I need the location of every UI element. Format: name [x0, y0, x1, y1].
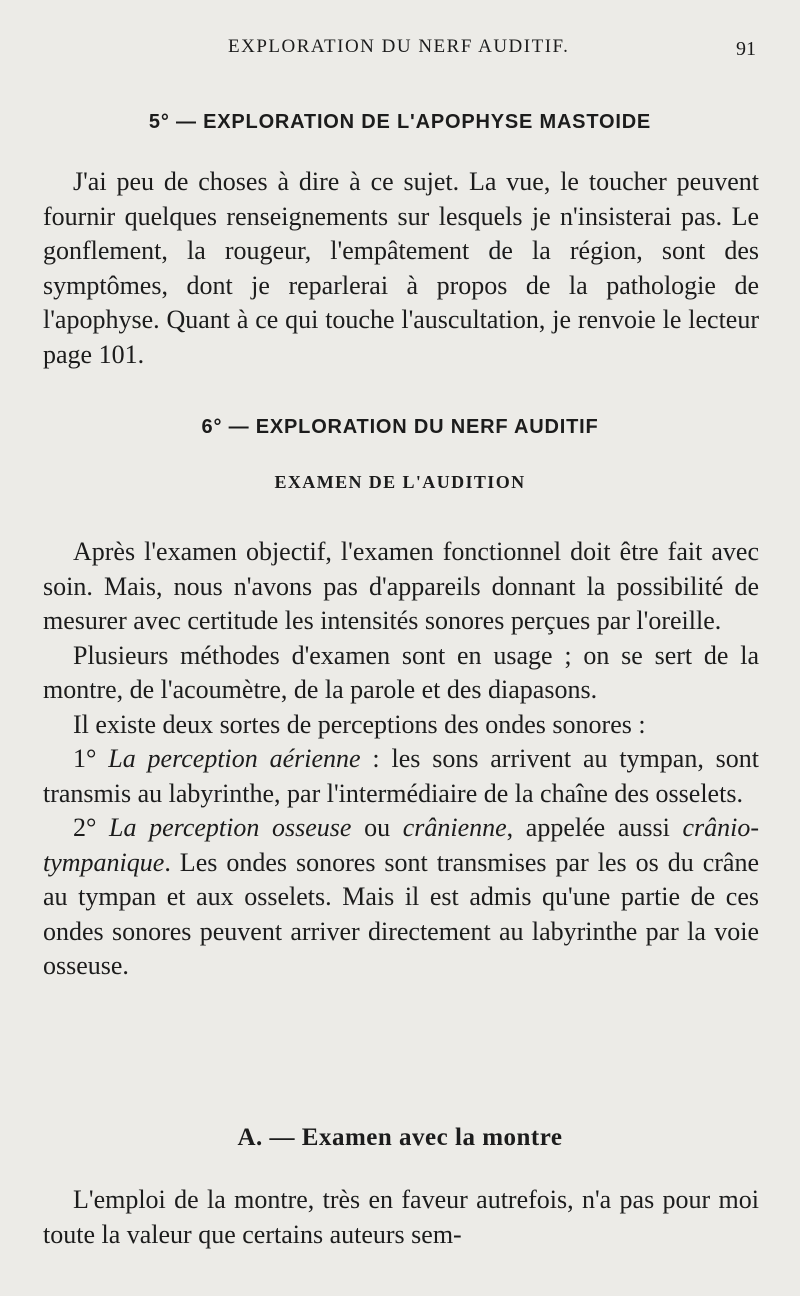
page-number: 91: [736, 38, 756, 60]
paragraph: J'ai peu de choses à dire à ce sujet. La vue, le toucher peuvent fournir quelques renseignements sur lesquels je n'insisterai pas. Le gonflement, la rougeur, l'empâtement de la région, sont des symptômes, dont je reparlerai à propos de la pathologie de l'apophyse. Quant à ce qui touche l'auscultation, je renvoie le lecteur page 101.: [43, 167, 759, 369]
section-a-heading: A. — Examen avec la montre: [237, 1124, 563, 1151]
item-term: crânienne: [402, 813, 507, 842]
paragraph: Plusieurs méthodes d'examen sont en usage ; on se sert de la montre, de l'acoumètre, de la parole et des diapasons.: [43, 640, 759, 704]
section-6-heading: 6° — EXPLORATION DU NERF AUDITIF: [201, 416, 599, 438]
item-text: , appelée aussi: [506, 813, 683, 842]
item-term: La perception aérienne: [108, 744, 361, 773]
list-item-1: [43, 742, 759, 811]
item-number: 2°: [73, 813, 97, 842]
paragraph: Il existe deux sortes de perceptions des ondes sonores :: [73, 709, 646, 739]
section-5-heading: 5° — EXPLORATION DE L'APOPHYSE MASTOIDE: [148, 111, 652, 133]
running-title: EXPLORATION DU NERF AUDITIF.: [228, 36, 570, 57]
item-term: crânio-tympanique: [43, 813, 760, 877]
item-text: . Les ondes sonores sont transmises par les os du crâne au tympan et aux osselets. Mais il est admis qu'une partie de ces ondes sonores peuvent arriver directement au labyrinthe par la voie osseuse.: [43, 847, 759, 980]
running-head: [0, 36, 800, 66]
paragraph: Après l'examen objectif, l'examen fonctionnel doit être fait avec soin. Mais, nous n'avons pas d'appareils donnant la possibilité de mesurer avec certitude les intensités sonores perçues par l'oreille.: [43, 537, 759, 635]
section-6-subheading: EXAMEN DE L'AUDITION: [274, 472, 526, 492]
section-a-body: [43, 1183, 759, 1252]
item-number: 1°: [73, 744, 97, 773]
item-term: La perception osseuse: [109, 813, 352, 842]
list-item-2: [43, 811, 759, 984]
paragraph: L'emploi de la montre, très en faveur autrefois, n'a pas pour moi toute la valeur que certains auteurs sem-: [43, 1185, 759, 1249]
item-text: ou: [351, 813, 403, 842]
section-5-body: [43, 165, 759, 372]
section-6-body: [43, 535, 759, 984]
item-text: : les sons arrivent au tympan, sont transmis au labyrinthe, par l'intermédiaire de la chaîne des osselets.: [43, 744, 759, 808]
